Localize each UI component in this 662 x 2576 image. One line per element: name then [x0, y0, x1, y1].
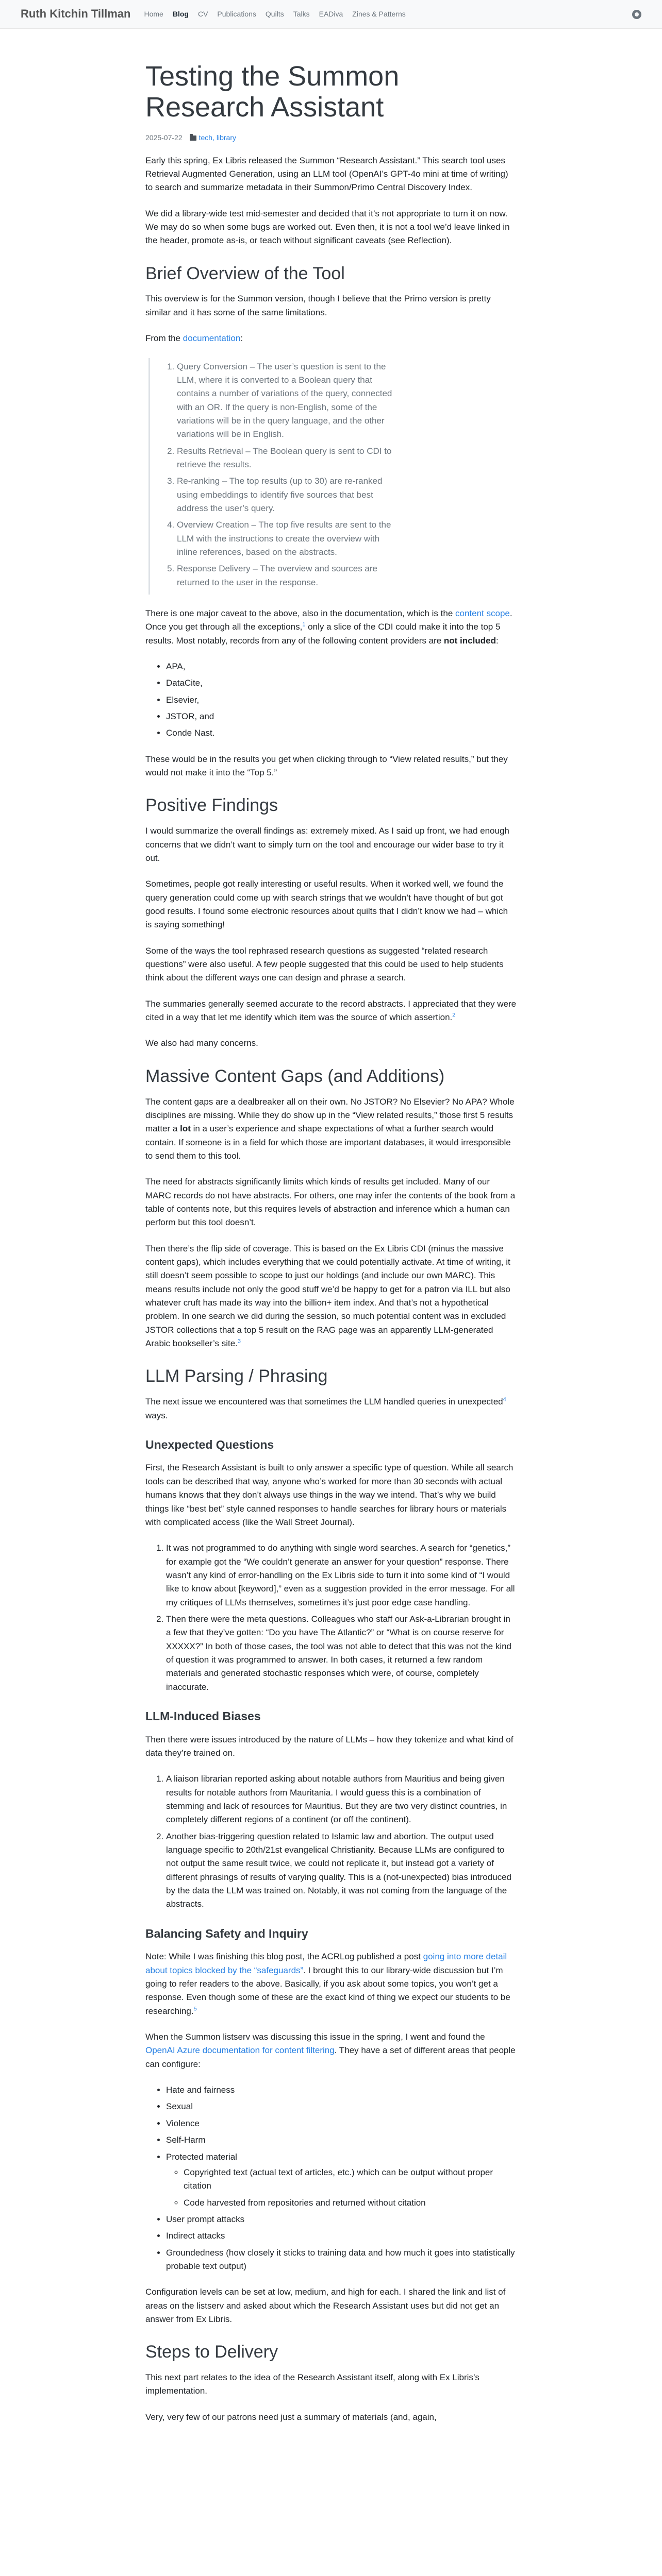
section-heading-positive: Positive Findings — [145, 795, 278, 816]
list-item: • JSTOR, and — [166, 710, 517, 723]
lot-emphasis: lot — [180, 1124, 191, 1134]
content-scope-link[interactable]: content scope — [455, 608, 510, 619]
post-date: 2025-07-22 — [145, 133, 183, 142]
list-item: 2. Then there were the meta questions. Colleagues who staff our Ask-a-Librarian brought in a few that they’ve gotten: “Do you have The Atlantic?” or “What is on course reserve for XXXXX?” In both of those cases, the tool was not able to detect that this was not the kind of question it was programmed to answer. In both cases, it returned a few random materials and generated stochastic responses which were, of course, completely inaccurate. — [166, 1613, 517, 1694]
github-icon[interactable] — [632, 10, 641, 19]
quote-item-query-conversion: 1. Query Conversion – The user’s question is sent to the LLM, where it is converted to a Boolean query that contains a number of variations of the query, connected with an OR. If the query is non-English, some of the variations will be in the query language, and the other variations will be in English. — [177, 360, 517, 442]
list-item: • DataCite, — [166, 676, 517, 690]
footnote-ref-2[interactable]: 2 — [452, 1012, 456, 1019]
section-heading-overview: Brief Overview of the Tool — [145, 263, 345, 283]
post-tags-link[interactable]: tech, library — [198, 133, 236, 142]
intro-paragraph-2: We did a library-wide test mid-semester and decided that it’s not appropriate to turn it on now. We may do so when some bugs are worked out. Even then, it is not a tool we’d leave linked in the header, promote as-is, or teach without significant caveats (see Reflection). — [145, 208, 510, 246]
list-item: ◦ Code harvested from repositories and returned without citation — [184, 2196, 517, 2210]
documentation-link[interactable]: documentation — [183, 333, 241, 344]
overview-paragraph-after: These would be in the results you get when clicking through to “View related results,” but they would not make it into the “Top 5.” — [145, 754, 508, 778]
gaps-p1-text-a: The content gaps are a dealbreaker all on their own. No JSTOR? No Elsevier? No APA? Whole disciplines are missing. While they do show up in the “View related results,” those first 5 results matter a — [145, 1096, 515, 1134]
nav-item-publications[interactable]: Publications — [217, 9, 256, 18]
gaps-p3-text: Then there’s the flip side of coverage. This is based on the Ex Libris CDI (minus the massive content gaps), which includes everything that we could potentially activate. At time of writing, it still doesn’t seem possible to scope to just our holdings (and include our own MARC). This means results include not only the good stuff we’d be happy to get for a patron via ILL but also whatever cruft has made its way into the billion+ item index. And that’s not a hypothetical problem. In one search we did during the session, so much potential content was in excluded JSTOR collections that a top 5 result on the RAG page was an apparently LLM-generated Arabic bookseller’s site. — [145, 1243, 510, 1349]
balancing-p1-text-b: . I brought this to our library-wide discussion but I’m going to refer readers to the above. Basically, if you ask about some topics, you won’t get a response. Even though some of these are the exact kind of thing we expect our students to be researching. — [145, 1965, 510, 2016]
caveat-paragraph — [145, 607, 517, 648]
intro-paragraph-1: Early this spring, Ex Libris released the Summon “Research Assistant.” This search tool uses Retrieval Augmented Generation, using an LLM tool (OpenAI’s GPT-4o mini at time of writing) to search and summarize metadata in their Summon/Primo Central Discovery Index. — [145, 155, 508, 193]
section-heading-unexpected: Unexpected Questions — [145, 1437, 274, 1451]
not-included-emphasis: not included — [443, 635, 496, 646]
list-item: • Self-Harm — [166, 2133, 517, 2147]
quote-item-results-retrieval: 2. Results Retrieval – The Boolean query is sent to CDI to retrieve the results. — [177, 445, 517, 472]
section-heading-steps: Steps to Delivery — [145, 2342, 278, 2362]
steps-paragraph-1: This next part relates to the idea of the Research Assistant itself, along with Ex Libris’s implementation. — [145, 2372, 479, 2396]
overview-paragraph-1: This overview is for the Summon version, though I believe that the Primo version is pretty similar and it has some of the same limitations. — [145, 294, 491, 317]
list-item: 1. It was not programmed to do anything with single word searches. A search for “genetics,” for example got the “We couldn’t generate an answer for your question” response. There wasn’t any kind of error-handling on the Ex Libris side to turn it into some kind of “I would like to know about [keyword],” even as a suggestion provided in the error message. For all my critiques of LLMs themselves, sometimes it’s just poor edge case handling. — [166, 1541, 517, 1609]
caveat-text-b: . Once you get through all the exceptions, — [145, 608, 512, 632]
positive-paragraph-5: We also had many concerns. — [145, 1038, 258, 1048]
site-brand-link[interactable]: Ruth Kitchin Tillman — [21, 7, 131, 21]
quote-item-overview-creation: 4. Overview Creation – The top five results are sent to the LLM with the instructions to create the overview with inline references, based on the abstracts. — [177, 518, 517, 559]
section-heading-biases: LLM-Induced Biases — [145, 1709, 261, 1723]
footnote-ref-4[interactable]: 4 — [503, 1396, 506, 1403]
section-heading-balancing: Balancing Safety and Inquiry — [145, 1926, 308, 1940]
positive-paragraph-2: Sometimes, people got really interesting or useful results. When it worked well, we found the query generation could come up with search strings that we wouldn’t have thought of but got good results. I found some electronic resources about quilts that I didn’t know we had – which is saying something! — [145, 879, 508, 930]
post-meta — [145, 132, 517, 144]
unexpected-questions-list — [145, 1541, 517, 1694]
post-tags — [190, 132, 236, 144]
balancing-paragraph-2 — [145, 2030, 517, 2071]
list-item-protected-material — [166, 2150, 517, 2210]
list-item: • Violence — [166, 2117, 517, 2130]
list-item: ◦ Copyrighted text (actual text of articles, etc.) which can be output without proper citation — [184, 2166, 517, 2193]
section-heading-gaps: Massive Content Gaps (and Additions) — [145, 1066, 445, 1086]
nav-item-blog[interactable]: Blog — [172, 9, 189, 18]
caveat-text-a: There is one major caveat to the above, also in the documentation, which is the — [145, 608, 456, 619]
nav-item-talks[interactable]: Talks — [293, 9, 310, 18]
section-heading-llm-parsing: LLM Parsing / Phrasing — [145, 1366, 328, 1386]
nav-item-eadiva[interactable]: EADiva — [319, 9, 343, 18]
unexpected-paragraph-1: First, the Research Assistant is built to only answer a specific type of question. While all search tools can be described that way, anyone who’s worked for more than 30 seconds with actual humans knows that they don’t always use things in the way we intend. That’s why we build things like “best bet” style canned responses to handle searches for library hours or materials with complicated access (like the Wall Street Journal). — [145, 1463, 514, 1527]
acrlog-post-link[interactable]: going into more detail about topics blocked by the “safeguards” — [145, 1952, 507, 1975]
list-item: 1. A liaison librarian reported asking about notable authors from Mauritius and being given results for notable authors from Mauritania. I would guess this is a combination of stemming and lack of resources for Mauritius. But they are two very distinct countries, in completely different regions of a continent (or off the continent). — [166, 1772, 517, 1826]
positive-paragraph-3: Some of the ways the tool rephrased research questions as suggested “related research questions” were also useful. A few people suggested that this could be used to help students think about the different ways one can design and phrase a search. — [145, 945, 504, 983]
biases-paragraph-1: Then there were issues introduced by the nature of LLMs – how they tokenize and what kind of data they’re trained on. — [145, 1734, 514, 1758]
balancing-paragraph-1 — [145, 1950, 517, 2018]
filter-areas-list — [145, 2083, 517, 2273]
post-title: Testing the Summon Research Assistant — [145, 61, 400, 123]
balancing-p1-text-a: Note: While I was finishing this blog post, the ACRLog published a post — [145, 1952, 423, 1962]
folder-icon — [190, 135, 196, 141]
from-suffix: : — [240, 333, 243, 344]
biases-list — [145, 1772, 517, 1911]
nav-item-quilts[interactable]: Quilts — [265, 9, 284, 18]
excluded-providers-list — [145, 660, 517, 740]
list-item: • Groundedness (how closely it sticks to training data and how much it goes into statistically probable text output) — [166, 2246, 517, 2274]
openai-azure-docs-link[interactable]: OpenAI Azure documentation for content filtering — [145, 2045, 335, 2056]
nav-item-zines-patterns[interactable]: Zines & Patterns — [352, 9, 406, 18]
documentation-quote — [148, 358, 517, 595]
list-item: • Indirect attacks — [166, 2229, 517, 2243]
caveat-text-c: only a slice of the CDI could make it into the top 5 results. Most notably, records from any of the following content providers are — [145, 622, 501, 646]
gaps-paragraph-3 — [145, 1242, 517, 1351]
llm-paragraph-1 — [145, 1395, 517, 1422]
from-prefix: From the — [145, 333, 183, 344]
footnote-ref-3[interactable]: 3 — [237, 1338, 241, 1345]
gaps-paragraph-2: The need for abstracts significantly limits which kinds of results get included. Many of our MARC records do not have abstracts. For others, one may infer the contents of the book from a table of contents note, but this requires levels of abstraction and inference which a human can perform but this tool doesn’t. — [145, 1177, 516, 1228]
list-item: • APA, — [166, 660, 517, 673]
balancing-paragraph-3: Configuration levels can be set at low, medium, and high for each. I shared the link and list of areas on the listserv and asked about which the Research Assistant uses but did not get an answer from Ex Libris. — [145, 2287, 506, 2324]
footnote-ref-5[interactable]: 5 — [193, 2006, 197, 2012]
balancing-p2-text-a: When the Summon listserv was discussing this issue in the spring, I went and found the — [145, 2032, 485, 2042]
overview-from-line — [145, 332, 517, 345]
gaps-paragraph-1 — [145, 1095, 517, 1163]
protected-material-sublist — [166, 2166, 517, 2210]
gaps-p1-text-b: in a user’s experience and shape expectations of what a further search would contain. If someone is in a field for which those are important databases, it would irresponsible to send them to this tool. — [145, 1124, 511, 1161]
nav-item-home[interactable]: Home — [144, 9, 163, 18]
quote-item-re-ranking: 3. Re-ranking – The top results (up to 30) are re-ranked using embeddings to identify five sources that best address the user’s query. — [177, 474, 517, 515]
top-navbar — [0, 0, 662, 29]
list-item: • User prompt attacks — [166, 2213, 517, 2226]
balancing-p2-text-b: . They have a set of different areas that people can configure: — [145, 2045, 516, 2069]
nav-item-cv[interactable]: CV — [197, 9, 208, 18]
positive-p4-text: The summaries generally seemed accurate to the record abstracts. I appreciated that they were cited in a way that let me identify which item was the source of which assertion. — [145, 998, 517, 1023]
list-item: 2. Another bias-triggering question related to Islamic law and abortion. The output used language specific to 20th/21st evangelical Christianity. Because LLMs are configured to not output the same result twice, we could not replicate it, but instead got a variety of different phrasings of results of varying quality. This is a (not-unexpected) bias introduced by the data the LLM was trained on. Notably, it was not coming from the language of the abstracts. — [166, 1830, 517, 1911]
llm-p1-text-b: ways. — [145, 1410, 168, 1420]
steps-paragraph-2: Very, very few of our patrons need just a summary of materials (and, again, — [145, 2412, 437, 2422]
positive-paragraph-4 — [145, 997, 517, 1025]
list-item: • Conde Nast. — [166, 726, 517, 740]
llm-p1-text-a: The next issue we encountered was that sometimes the LLM handled queries in unexpected — [145, 1397, 503, 1407]
list-item: • Hate and fairness — [166, 2083, 517, 2097]
list-item: • Sexual — [166, 2100, 517, 2113]
caveat-text-d: : — [495, 635, 499, 646]
post-content — [145, 29, 517, 2424]
footnote-ref-1[interactable]: 1 — [302, 621, 306, 628]
list-item: • Elsevier, — [166, 693, 517, 707]
positive-paragraph-1: I would summarize the overall findings as: extremely mixed. As I said up front, we had enough concerns that we didn’t want to simply turn on the tool and encourage our wider base to try it out. — [145, 826, 509, 863]
protected-material-label: Protected material — [166, 2151, 237, 2162]
quote-item-response-delivery: 5. Response Delivery – The overview and sources are returned to the user in the response. — [177, 562, 517, 589]
